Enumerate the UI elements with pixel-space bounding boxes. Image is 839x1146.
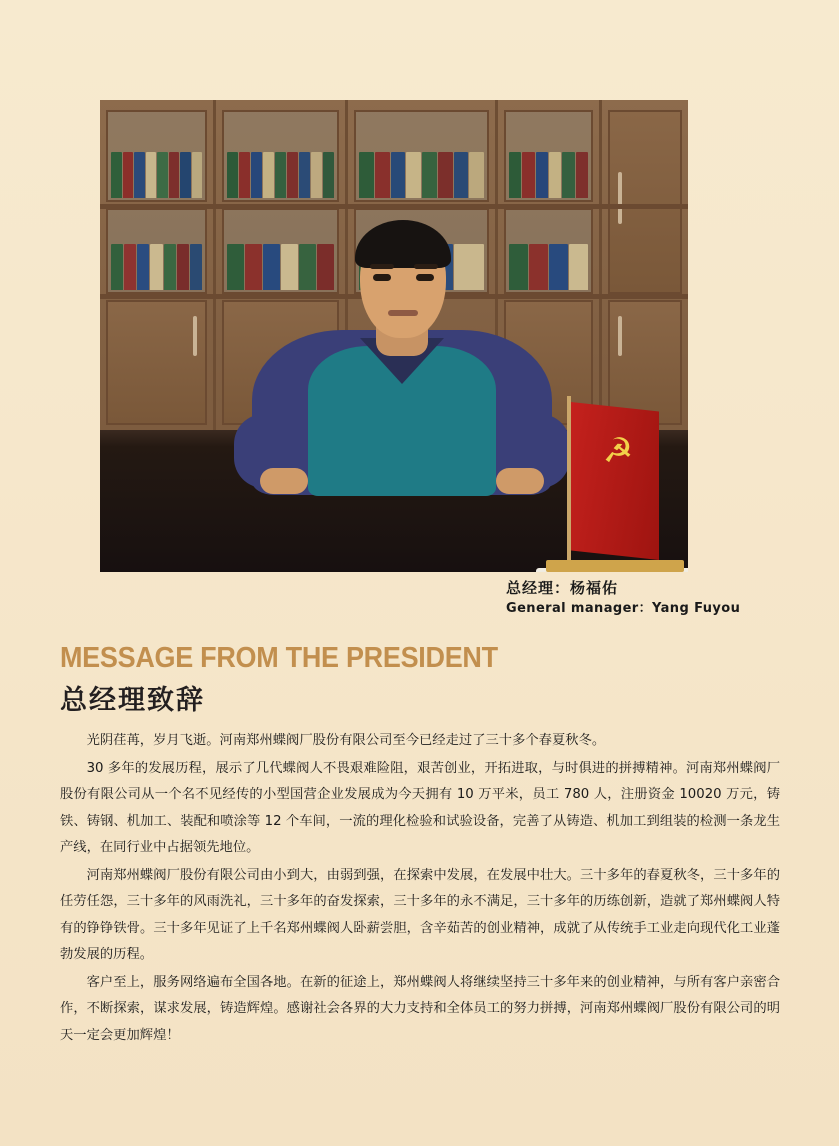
cabinet-glass: [222, 110, 339, 202]
page-title-chinese: 总经理致辞: [60, 685, 205, 716]
book-row: [227, 152, 334, 198]
eyebrow-right: [414, 264, 438, 269]
paragraph: 30 多年的发展历程，展示了几代蝶阀人不畏艰难险阻，艰苦创业，开拓进取，与时俱进的拼搏精神。河南郑州蝶阀厂股份有限公司从一个名不见经传的小型国营企业发展成为今天拥有 10 万平米，员工 780 人，注册资金 10020 万元，铸铁、铸钢、机加工、装配和喷涂等 12 个车间，一流的理化检验和试验设备，完善了从铸造、机加工到组装的检测一条龙生产线，在同行业中占据领先地位。: [60, 760, 780, 855]
book-row: [359, 152, 484, 198]
cabinet-door: [608, 110, 682, 294]
cabinet-glass: [354, 110, 489, 202]
book-row: [509, 152, 588, 198]
eye-right: [416, 274, 434, 281]
eye-left: [373, 274, 391, 281]
hand-right: [496, 468, 544, 494]
paragraph: 光阴荏苒，岁月飞逝。河南郑州蝶阀厂股份有限公司至今已经走过了三十多个春夏秋冬。: [86, 733, 606, 748]
book-row: [111, 244, 202, 290]
hand-left: [260, 468, 308, 494]
desk-book-stack: [536, 568, 688, 572]
cabinet-glass: [106, 110, 207, 202]
party-flag: [571, 402, 659, 560]
book-row: [111, 152, 202, 198]
cabinet-glass: [106, 208, 207, 294]
cabinet-glass: [504, 110, 593, 202]
president-photo: [100, 100, 688, 572]
photo-caption: [506, 578, 836, 618]
person-figure: [252, 218, 552, 488]
cabinet-door: [106, 300, 207, 425]
flag-emblem-icon: ☭: [602, 431, 634, 471]
cabinet-left: [100, 100, 216, 430]
shelf-divider: [100, 204, 688, 209]
photo-scene: [100, 100, 688, 572]
cabinet-right: [602, 100, 688, 430]
paragraph: 客户至上，服务网络遍布全国各地。在新的征途上，郑州蝶阀人将继续坚持三十多年来的创业精神，与所有客户亲密合作，不断探索，谋求发展，铸造辉煌。感谢社会各界的大力支持和全体员工的努力拼搏，河南郑州蝶阀厂股份有限公司的明天一定会更加辉煌！: [60, 974, 780, 1043]
cabinet-handle: [618, 172, 622, 224]
president-message-body: [60, 728, 780, 1050]
cabinet-handle: [193, 316, 197, 356]
paragraph: 河南郑州蝶阀厂股份有限公司由小到大，由弱到强，在探索中发展，在发展中壮大。三十多年的春夏秋冬，三十多年的任劳任怨，三十多年的风雨洗礼，三十多年的奋发探索，三十多年的永不满足，三十多年的历练创新，造就了郑州蝶阀人特有的铮铮铁骨。三十多年见证了上千名郑州蝶阀人卧薪尝胆，含辛茹苦的创业精神，成就了从传统手工业走向现代化工业蓬勃发展的历程。: [60, 867, 780, 962]
caption-chinese: 总经理：杨福佑: [506, 579, 619, 597]
page-title-english: MESSAGE FROM THE PRESIDENT: [60, 642, 498, 674]
eyebrow-left: [370, 264, 394, 269]
caption-english: General manager：Yang Fuyou: [506, 601, 741, 616]
cabinet-handle: [618, 316, 622, 356]
hair: [355, 220, 451, 268]
cabinet-door: [608, 300, 682, 425]
flag-pole: [567, 396, 571, 572]
mouth: [388, 310, 418, 316]
